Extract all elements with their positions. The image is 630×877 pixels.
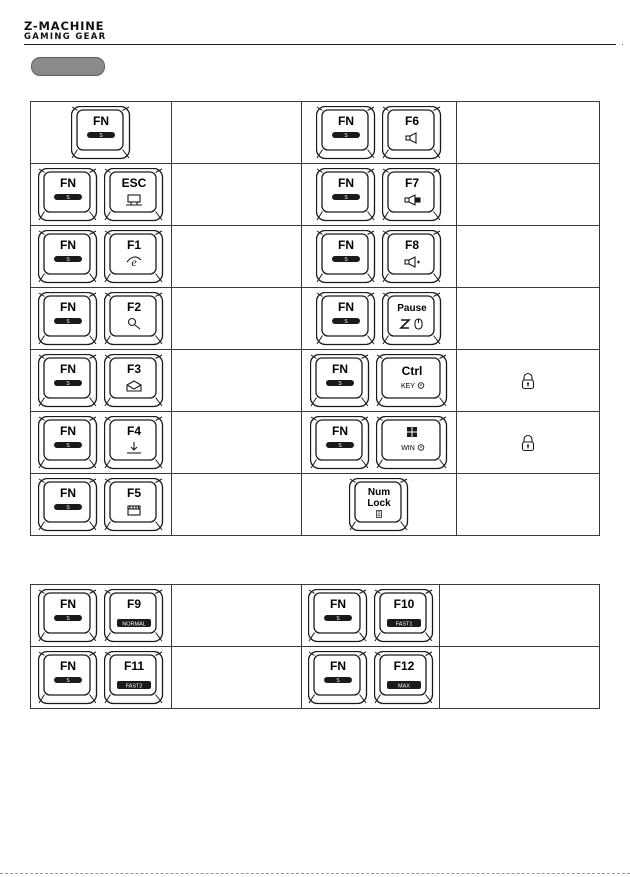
key-label: ESC (121, 175, 147, 190)
keycap-group (31, 478, 171, 532)
key-cell (302, 288, 457, 350)
description-cell (457, 226, 600, 288)
brand-line1: Z-MACHINE (24, 19, 105, 33)
keycap-pause (382, 292, 442, 346)
keycap-group (302, 478, 456, 532)
keycap-fn (308, 651, 368, 705)
svg-text:e: e (131, 254, 137, 269)
key-sublabel: S (66, 318, 70, 325)
description-cell (172, 288, 302, 350)
section-pill (31, 57, 105, 76)
keycap-fn (316, 230, 376, 284)
description-cell (172, 474, 302, 536)
table-row (31, 164, 600, 226)
keycap-group (302, 651, 439, 705)
key-cell (302, 164, 457, 226)
footer-rule (0, 873, 630, 874)
keycap-fn (310, 354, 370, 408)
keycap-group (31, 354, 171, 408)
key-label: FN (60, 658, 76, 673)
key-label: FN (60, 596, 76, 611)
brand-line2: GAMING GEAR (24, 32, 107, 42)
key-sublabel: S (66, 442, 70, 449)
description-cell (172, 585, 302, 647)
keycap-f10 (374, 589, 434, 643)
key-label: F7 (404, 175, 420, 190)
shortcut-table (30, 101, 600, 536)
description-cell (172, 350, 302, 412)
key-label: FN (93, 113, 109, 128)
keycap-fn (38, 589, 98, 643)
keycap-f2 (104, 292, 164, 346)
keycap-group (302, 168, 456, 222)
key-cell (31, 350, 172, 412)
key-sublabel: S (344, 318, 348, 325)
keycap-num (349, 478, 409, 532)
keycap-fn (316, 168, 376, 222)
key-label: F9 (126, 596, 142, 611)
keycap-f8 (382, 230, 442, 284)
keycap-group (31, 651, 171, 705)
lock-note (457, 434, 599, 452)
lock-icon (520, 372, 536, 390)
keycap-fn (308, 589, 368, 643)
key-label: FN (60, 237, 76, 252)
table-row (31, 585, 600, 647)
key-label: F3 (126, 361, 142, 376)
keycap-f1 (104, 230, 164, 284)
key-label: FN (60, 485, 76, 500)
description-cell (172, 412, 302, 474)
table-row (31, 102, 600, 164)
table-row (31, 412, 600, 474)
key-sublabel: KEY (400, 382, 416, 390)
lock-note (457, 372, 599, 390)
key-sublabel: FAST1 (395, 620, 412, 627)
description-cell (440, 647, 600, 709)
description-cell (172, 102, 302, 164)
table-row (31, 350, 600, 412)
key-cell (31, 647, 172, 709)
keycap-fn (38, 354, 98, 408)
keycap-fn (38, 292, 98, 346)
keycap-group (31, 589, 171, 643)
key-label: F8 (404, 237, 420, 252)
table-row (31, 474, 600, 536)
key-label: FN (332, 361, 348, 376)
keycap-group (302, 230, 456, 284)
key-sublabel: S (66, 194, 70, 201)
key-cell (31, 288, 172, 350)
description-cell (172, 226, 302, 288)
description-cell (457, 102, 600, 164)
key-label: FN (60, 299, 76, 314)
key-label: F10 (393, 596, 414, 611)
keycap-f12 (374, 651, 434, 705)
keycap-group (302, 354, 456, 408)
keycap-fn (38, 478, 98, 532)
key-label: F6 (404, 113, 420, 128)
key-sublabel: S (66, 615, 70, 622)
key-label: F1 (126, 237, 142, 252)
keycap-f11 (104, 651, 164, 705)
key-cell (31, 585, 172, 647)
keycap-group (302, 416, 456, 470)
key-label: Lock (367, 497, 391, 509)
key-label: Ctrl (401, 363, 423, 378)
description-cell (172, 164, 302, 226)
keycap-f5 (104, 478, 164, 532)
lock-icon (520, 434, 536, 452)
key-cell (302, 585, 440, 647)
description-cell (457, 164, 600, 226)
key-sublabel: S (66, 504, 70, 511)
table-row (31, 647, 600, 709)
key-cell (31, 412, 172, 474)
key-cell (31, 474, 172, 536)
description-cell (457, 412, 600, 474)
key-label: FN (60, 423, 76, 438)
description-cell (457, 350, 600, 412)
description-cell (440, 585, 600, 647)
key-sublabel: S (338, 380, 342, 387)
key-cell (302, 350, 457, 412)
key-label: F4 (126, 423, 142, 438)
key-sublabel: MAX (397, 682, 410, 689)
key-sublabel: S (66, 677, 70, 684)
key-sublabel: S (335, 677, 340, 684)
keycap-fn (316, 106, 376, 160)
key-cell (31, 102, 172, 164)
keycap-f6 (382, 106, 442, 160)
polling-rate-table (30, 584, 600, 709)
keycap-esc (104, 168, 164, 222)
keycap-group (31, 416, 171, 470)
keycap-group (302, 292, 456, 346)
page-mark: · (621, 40, 624, 49)
key-label: FN (338, 299, 354, 314)
keycap-group (31, 292, 171, 346)
keycap-fn (38, 230, 98, 284)
key-label: F11 (123, 658, 145, 673)
key-label: FN (338, 175, 354, 190)
key-cell (302, 647, 440, 709)
keycap-group (31, 168, 171, 222)
keycap-f4 (104, 416, 164, 470)
brand-logo (24, 20, 106, 43)
key-label: FN (338, 237, 354, 252)
description-cell (457, 288, 600, 350)
header-rule (24, 44, 616, 45)
key-sublabel: FAST2 (125, 682, 143, 689)
keycap-win (376, 416, 448, 470)
keycap-ctrl (376, 354, 448, 408)
keycap-fn (310, 416, 370, 470)
key-sublabel: NORMAL (122, 620, 146, 627)
description-cell (457, 474, 600, 536)
keycap-fn (71, 106, 131, 160)
key-sublabel: S (66, 256, 70, 263)
key-sublabel: S (338, 442, 342, 449)
keycap-f7 (382, 168, 442, 222)
key-cell (302, 102, 457, 164)
key-label: FN (329, 596, 346, 611)
keycap-fn (38, 416, 98, 470)
table-row (31, 226, 600, 288)
key-cell (31, 226, 172, 288)
key-cell (302, 412, 457, 474)
key-label: F12 (393, 658, 414, 673)
key-sublabel: S (99, 132, 103, 139)
keycap-fn (316, 292, 376, 346)
key-cell (31, 164, 172, 226)
key-label: FN (60, 361, 76, 376)
keycap-fn (38, 651, 98, 705)
keycap-group (302, 589, 439, 643)
key-label: FN (329, 658, 346, 673)
keycap-fn (38, 168, 98, 222)
key-label: F2 (126, 299, 142, 314)
key-label: Num (367, 486, 391, 498)
key-label: FN (332, 423, 348, 438)
key-sublabel: S (344, 132, 348, 139)
key-label: Pause (397, 302, 427, 314)
key-sublabel: S (344, 194, 348, 201)
key-label: FN (338, 113, 354, 128)
key-cell (302, 474, 457, 536)
keycap-group (302, 106, 456, 160)
keycap-group (31, 106, 171, 160)
key-sublabel: S (335, 615, 340, 622)
key-sublabel: S (66, 380, 70, 387)
table-row (31, 288, 600, 350)
key-label: WIN (401, 444, 415, 452)
keycap-f3 (104, 354, 164, 408)
description-cell (172, 647, 302, 709)
keycap-f9 (104, 589, 164, 643)
key-cell (302, 226, 457, 288)
key-label: F5 (126, 485, 142, 500)
key-sublabel: S (344, 256, 348, 263)
key-label: FN (60, 175, 76, 190)
keycap-group (31, 230, 171, 284)
